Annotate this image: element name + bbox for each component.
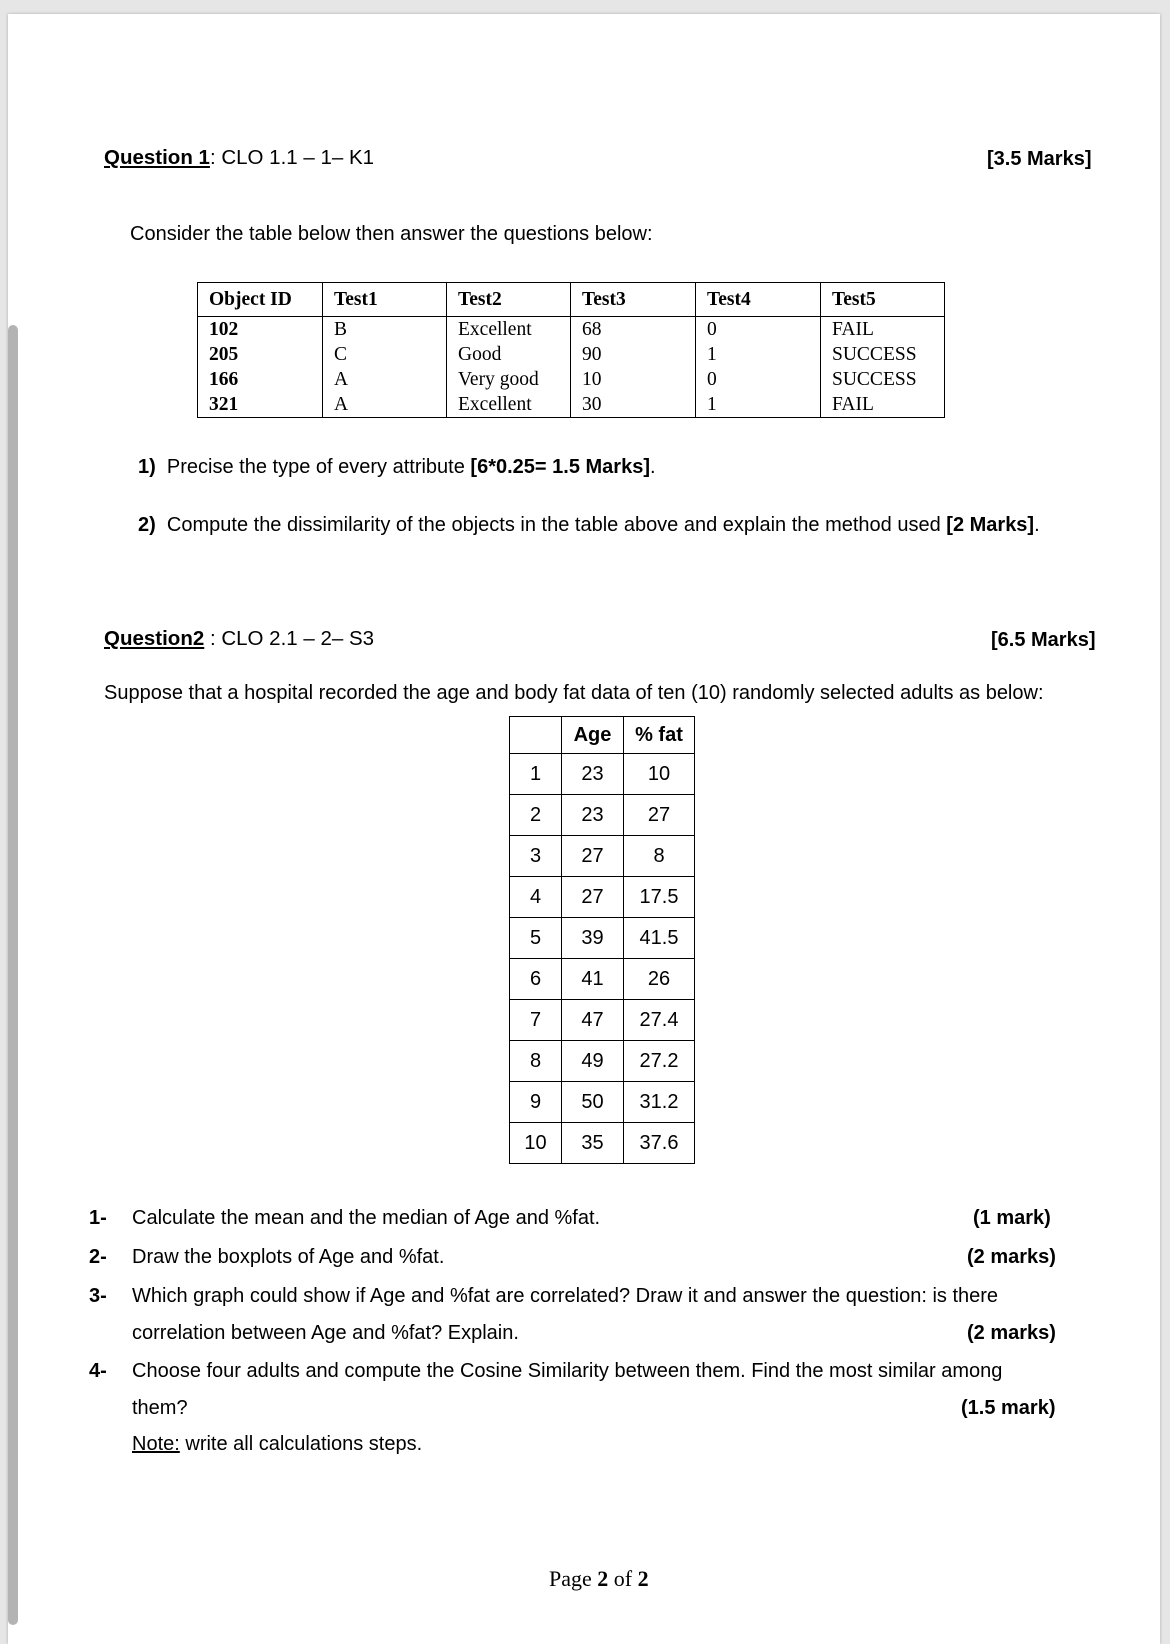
cell-test2: Good bbox=[447, 342, 571, 367]
cell-index: 2 bbox=[510, 795, 562, 836]
question-1-item-2 bbox=[138, 514, 1040, 537]
cell-age: 41 bbox=[562, 959, 624, 1000]
header-test3: Test3 bbox=[571, 283, 696, 317]
question-2-intro: Suppose that a hospital recorded the age and body fat data of ten (10) randomly selected adults as below: bbox=[104, 682, 1044, 704]
note-text: write all calculations steps. bbox=[179, 1433, 423, 1455]
question-1-marks: [3.5 Marks] bbox=[987, 148, 1092, 170]
item-number: 2) bbox=[138, 514, 156, 536]
table-row bbox=[510, 918, 695, 959]
attributes-table bbox=[197, 282, 945, 418]
cell-fat: 17.5 bbox=[624, 877, 695, 918]
cell-test5: FAIL bbox=[821, 317, 945, 343]
cell-age: 27 bbox=[562, 836, 624, 877]
cell-fat: 27.4 bbox=[624, 1000, 695, 1041]
cell-object-id: 166 bbox=[198, 367, 323, 392]
item-end: . bbox=[1034, 514, 1040, 536]
table-row bbox=[198, 342, 945, 367]
note-label: Note: bbox=[132, 1433, 180, 1455]
cell-fat: 41.5 bbox=[624, 918, 695, 959]
item-marks: [6*0.25= 1.5 Marks] bbox=[470, 456, 650, 478]
cell-index: 8 bbox=[510, 1041, 562, 1082]
item-marks: [2 Marks] bbox=[946, 514, 1035, 536]
question-2-label: Question2 bbox=[104, 627, 205, 650]
table-row bbox=[198, 317, 945, 343]
table-row bbox=[510, 836, 695, 877]
question-2-heading bbox=[104, 627, 374, 651]
header-test5: Test5 bbox=[821, 283, 945, 317]
q2-item-2-text: Draw the boxplots of Age and %fat. bbox=[132, 1246, 445, 1268]
table-row bbox=[510, 959, 695, 1000]
cell-fat: 26 bbox=[624, 959, 695, 1000]
cell-test3: 10 bbox=[571, 367, 696, 392]
q2-item-3-number: 3- bbox=[89, 1285, 107, 1307]
footer-current-page: 2 bbox=[597, 1566, 609, 1591]
q2-item-3-text-line1: Which graph could show if Age and %fat are correlated? Draw it and answer the question: is there bbox=[132, 1285, 999, 1307]
cell-age: 49 bbox=[562, 1041, 624, 1082]
cell-fat: 31.2 bbox=[624, 1082, 695, 1123]
table-row bbox=[510, 1082, 695, 1123]
cell-test2: Excellent bbox=[447, 392, 571, 418]
table-row bbox=[198, 367, 945, 392]
cell-test4: 0 bbox=[696, 317, 821, 343]
footer-total-pages: 2 bbox=[637, 1566, 649, 1591]
q2-item-4-text-line2: them? bbox=[132, 1397, 188, 1419]
footer-of-word: of bbox=[608, 1566, 638, 1591]
cell-index: 7 bbox=[510, 1000, 562, 1041]
cell-test4: 1 bbox=[696, 342, 821, 367]
cell-age: 27 bbox=[562, 877, 624, 918]
question-2-clo: : CLO 2.1 – 2– S3 bbox=[204, 627, 375, 650]
cell-test5: SUCCESS bbox=[821, 367, 945, 392]
cell-age: 23 bbox=[562, 754, 624, 795]
item-number: 1) bbox=[138, 456, 156, 478]
cell-age: 35 bbox=[562, 1123, 624, 1164]
cell-test4: 0 bbox=[696, 367, 821, 392]
cell-age: 47 bbox=[562, 1000, 624, 1041]
cell-test1: A bbox=[323, 367, 447, 392]
table-header-row bbox=[198, 283, 945, 317]
cell-test1: A bbox=[323, 392, 447, 418]
item-text: Precise the type of every attribute bbox=[166, 456, 471, 478]
table-header-row bbox=[510, 717, 695, 754]
header-test4: Test4 bbox=[696, 283, 821, 317]
cell-test1: C bbox=[323, 342, 447, 367]
q2-item-2-marks: (2 marks) bbox=[967, 1246, 1056, 1268]
header-fat: % fat bbox=[624, 717, 695, 754]
table-row bbox=[510, 754, 695, 795]
q2-item-1-marks: (1 mark) bbox=[973, 1207, 1051, 1229]
table-row bbox=[510, 1123, 695, 1164]
cell-test2: Very good bbox=[447, 367, 571, 392]
cell-fat: 27.2 bbox=[624, 1041, 695, 1082]
table-row bbox=[510, 795, 695, 836]
item-text: Compute the dissimilarity of the objects in the table above and explain the method used bbox=[166, 514, 947, 536]
q2-item-4-number: 4- bbox=[89, 1360, 107, 1382]
q2-item-4-text-line1: Choose four adults and compute the Cosine Similarity between them. Find the most similar among bbox=[132, 1360, 1003, 1382]
header-test2: Test2 bbox=[447, 283, 571, 317]
cell-test2: Excellent bbox=[447, 317, 571, 343]
age-fat-table bbox=[509, 716, 695, 1164]
cell-object-id: 321 bbox=[198, 392, 323, 418]
header-age: Age bbox=[562, 717, 624, 754]
cell-index: 10 bbox=[510, 1123, 562, 1164]
cell-object-id: 205 bbox=[198, 342, 323, 367]
cell-test1: B bbox=[323, 317, 447, 343]
question-1-item-1 bbox=[138, 456, 656, 479]
cell-fat: 8 bbox=[624, 836, 695, 877]
scrollbar[interactable] bbox=[8, 325, 18, 1625]
question-2-marks: [6.5 Marks] bbox=[991, 629, 1096, 651]
cell-test5: SUCCESS bbox=[821, 342, 945, 367]
cell-index: 6 bbox=[510, 959, 562, 1000]
table-row bbox=[510, 1000, 695, 1041]
cell-age: 50 bbox=[562, 1082, 624, 1123]
q2-item-1-number: 1- bbox=[89, 1207, 107, 1229]
cell-index: 1 bbox=[510, 754, 562, 795]
item-end: . bbox=[649, 456, 656, 478]
q2-item-4-marks: (1.5 mark) bbox=[961, 1397, 1056, 1419]
cell-test3: 90 bbox=[571, 342, 696, 367]
cell-index: 9 bbox=[510, 1082, 562, 1123]
header-test1: Test1 bbox=[323, 283, 447, 317]
footer-page-word: Page bbox=[549, 1566, 598, 1591]
cell-test4: 1 bbox=[696, 392, 821, 418]
cell-object-id: 102 bbox=[198, 317, 323, 343]
question-1-clo: : CLO 1.1 – 1– K1 bbox=[209, 146, 375, 169]
page-footer bbox=[549, 1566, 649, 1592]
cell-age: 39 bbox=[562, 918, 624, 959]
q2-item-1-text: Calculate the mean and the median of Age and %fat. bbox=[132, 1207, 601, 1229]
question-1-intro: Consider the table below then answer the questions below: bbox=[130, 223, 653, 245]
header-index bbox=[510, 717, 562, 754]
note bbox=[132, 1433, 422, 1456]
question-1-heading bbox=[104, 146, 374, 170]
q2-item-2-number: 2- bbox=[89, 1246, 107, 1268]
cell-index: 5 bbox=[510, 918, 562, 959]
table-row bbox=[510, 1041, 695, 1082]
q2-item-3-marks: (2 marks) bbox=[967, 1322, 1056, 1344]
table-row bbox=[510, 877, 695, 918]
cell-test3: 30 bbox=[571, 392, 696, 418]
q2-item-3-text-line2: correlation between Age and %fat? Explain. bbox=[132, 1322, 519, 1344]
cell-index: 3 bbox=[510, 836, 562, 877]
header-object-id: Object ID bbox=[198, 283, 323, 317]
cell-age: 23 bbox=[562, 795, 624, 836]
cell-index: 4 bbox=[510, 877, 562, 918]
cell-test5: FAIL bbox=[821, 392, 945, 418]
cell-test3: 68 bbox=[571, 317, 696, 343]
cell-fat: 37.6 bbox=[624, 1123, 695, 1164]
cell-fat: 27 bbox=[624, 795, 695, 836]
question-1-label: Question 1 bbox=[104, 146, 210, 169]
table-row bbox=[198, 392, 945, 418]
cell-fat: 10 bbox=[624, 754, 695, 795]
